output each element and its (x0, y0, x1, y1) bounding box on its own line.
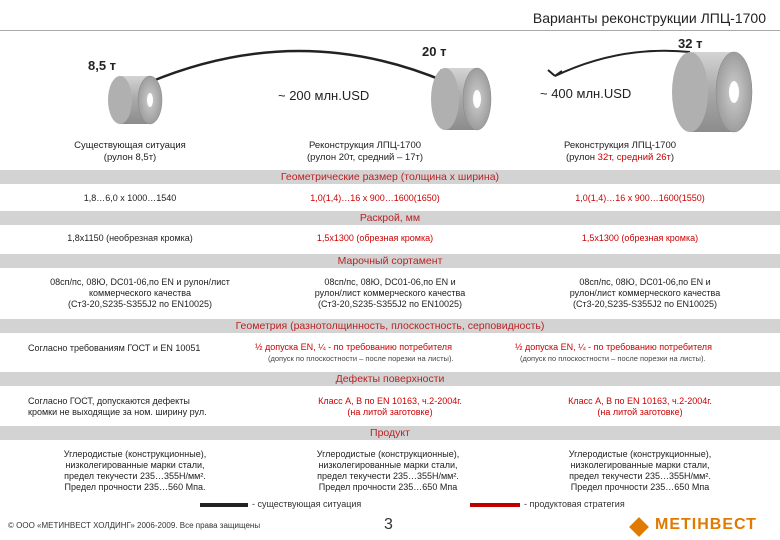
weight-left: 8,5 т (88, 58, 117, 73)
defects-right: Класс А, В по EN 10163, ч.2-2004г. (на литой заготовке) (568, 396, 712, 417)
legend-strategy-label: - продуктовая стратегия (524, 499, 625, 509)
page-title: Варианты реконструкции ЛПЦ-1700 (532, 10, 766, 26)
section-band-grades: Марочный сортамент (0, 254, 780, 268)
company-logo-text: МЕТІНВЕСТ (655, 516, 757, 533)
coil-right (672, 52, 752, 132)
geometry-left: Согласно требованиям ГОСТ и EN 10051 (28, 343, 201, 353)
weight-right: 32 т (678, 36, 703, 51)
arrow-to-right (555, 51, 690, 76)
section-band-defects: Дефекты поверхности (0, 372, 780, 386)
size-left: 1,8…6,0 х 1000…1540 (83, 193, 177, 203)
copyright-text: © ООО «МЕТИНВЕСТ ХОЛДИНГ» 2006-2009. Все права защищены (8, 521, 261, 530)
legend-existing-swatch (200, 503, 248, 507)
coil-illustration (0, 0, 780, 140)
cutting-left: 1,8х1150 (необрезная кромка) (67, 233, 193, 243)
defects-left: Согласно ГОСТ, допускаются дефекты кромки не выходящие за ном. ширину рул. (28, 396, 207, 417)
section-band-geometry: Геометрия (разнотолщинность, плоскостность, серповидность) (0, 319, 780, 333)
section-band-cutting: Раскрой, мм (0, 211, 780, 225)
product-left: Углеродистые (конструкционные), низколегированные марки стали, предел текучести 235…355Н/мм². Предел прочности 235…560 Мпа. (63, 449, 207, 492)
weight-middle: 20 т (422, 44, 447, 59)
cutting-right: 1,5х1300 (обрезная кромка) (581, 233, 699, 243)
product-middle: Углеродистые (конструкционные), низколегированные марки стали, предел текучести 235…355Н/мм². Предел прочности 235…650 Мпа (316, 449, 460, 492)
coil-label-middle: Реконструкция ЛПЦ-1700 (рулон 20т, средний – 17т) (307, 140, 423, 163)
coil-middle (431, 68, 491, 130)
coil-label-left: Существующая ситуация (рулон 8,5т) (74, 140, 186, 163)
grades-middle: 08сп/пс, 08Ю, DC01-06,по EN и рулон/лист коммерческого качества (Ст3-20,S235-S355J2 по EN10025) (314, 277, 466, 309)
defects-middle: Класс А, В по EN 10163, ч.2-2004г. (на литой заготовке) (318, 396, 462, 417)
coil-label-right: Реконструкция ЛПЦ-1700 (рулон 32т, средний 26т) (563, 140, 677, 163)
section-band-size: Геометрические размер (толщина х ширина) (0, 170, 780, 184)
cutting-middle: 1,5х1300 (обрезная кромка) (316, 233, 434, 243)
grades-right: 08сп/пс, 08Ю, DC01-06,по EN и рулон/лист коммерческого качества (Ст3-20,S235-S355J2 по EN10025) (569, 277, 721, 309)
page-number: 3 (384, 516, 393, 533)
price-middle: ~ 200 млн.USD (278, 88, 370, 103)
grades-left: 08сп/пс, 08Ю, DC01-06,по EN и рулон/лист коммерческого качества (Ст3-20,S235-S355J2 по EN10025) (50, 277, 230, 309)
geometry-right: ½ допуска EN, ¼ - по требованию потребителя (515, 342, 712, 352)
section-band-product: Продукт (0, 426, 780, 440)
geometry-middle: ½ допуска EN, ¼ - по требованию потребителя (255, 342, 452, 352)
size-right: 1,0(1,4)…16 х 900…1600(1550) (575, 193, 705, 203)
geometry-middle-note: (допуск по плоскостности – после порезки на листы). (268, 354, 454, 363)
geometry-right-note: (допуск по плоскостности – после порезки на листы). (520, 354, 706, 363)
legend-existing-label: - существующая ситуация (252, 499, 362, 509)
size-middle: 1,0(1,4)…16 х 900…1600(1650) (310, 193, 440, 203)
arrow-to-middle (150, 51, 446, 82)
legend-strategy-swatch (470, 503, 520, 507)
product-right: Углеродистые (конструкционные), низколегированные марки стали, предел текучести 235…355Н/мм². Предел прочности 235…650 Мпа (568, 449, 712, 492)
price-right: ~ 400 млн.USD (540, 86, 632, 101)
coil-left (108, 76, 162, 124)
